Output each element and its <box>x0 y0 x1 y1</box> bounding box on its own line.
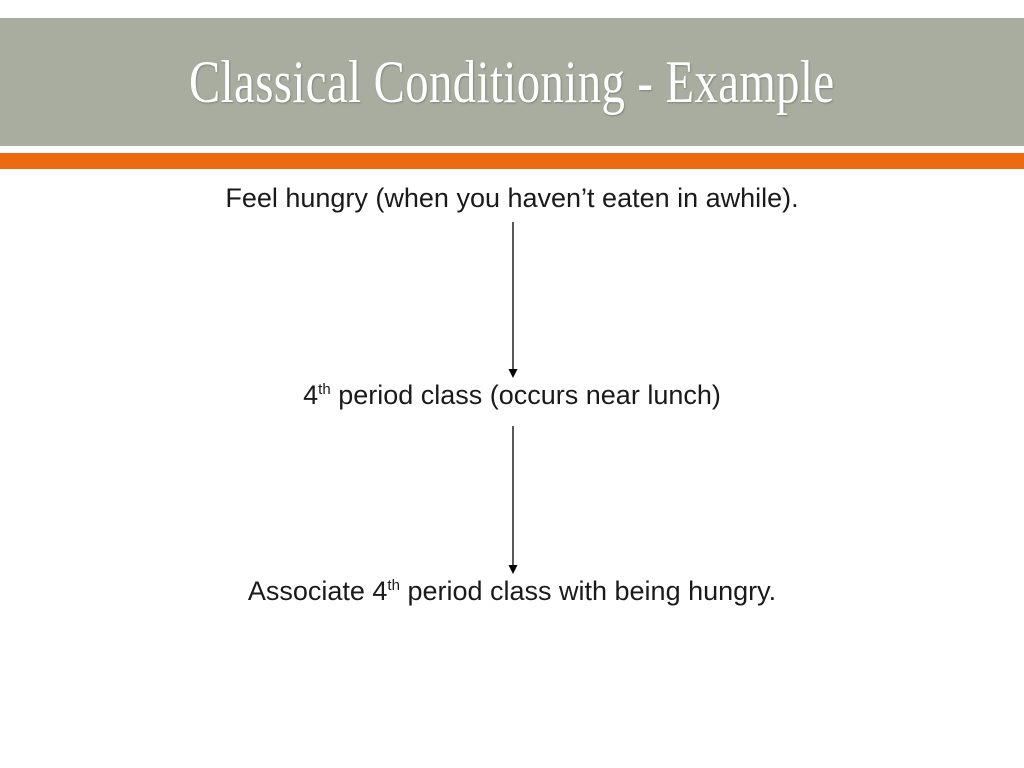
step-fourth-period <box>0 380 1024 411</box>
down-arrow-icon <box>505 426 521 574</box>
title-bar <box>0 18 1024 146</box>
step-text-pre: Associate 4 <box>247 576 388 606</box>
step-superscript: th <box>387 577 400 594</box>
step-text: Feel hungry (when you haven’t eaten in awhile). <box>225 183 799 213</box>
step-superscript: th <box>318 381 331 398</box>
step-text-pre: 4 <box>303 380 319 410</box>
step-associate <box>0 576 1024 607</box>
down-arrow-icon <box>505 222 521 378</box>
accent-divider <box>0 153 1024 169</box>
step-text-post: period class with being hungry. <box>399 576 777 606</box>
step-feel-hungry <box>0 183 1024 214</box>
slide-title: Classical Conditioning - Example <box>189 48 835 115</box>
step-text-post: period class (occurs near lunch) <box>330 380 721 410</box>
